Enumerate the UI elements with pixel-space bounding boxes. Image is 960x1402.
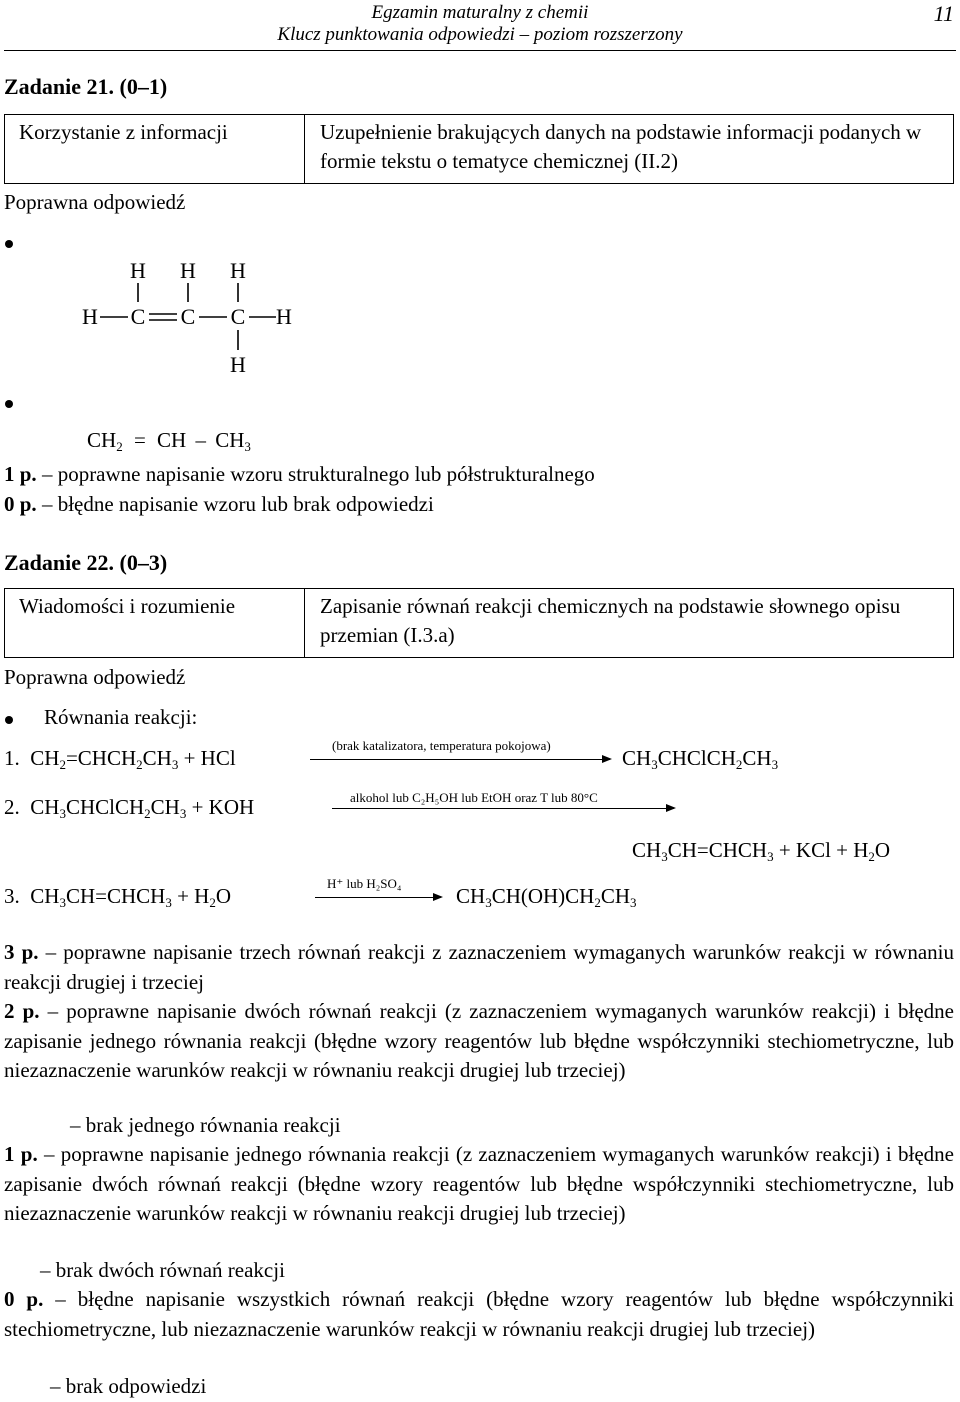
task22-score-0-extra: – brak odpowiedzi [50,1374,207,1398]
atom-h: H [180,258,196,283]
task22-score-1-extra: – brak dwóch równań reakcji [40,1258,285,1282]
header-line-1: Egzamin maturalny z chemii [371,2,589,23]
task22-skill: Wiadomości i rozumienie [19,594,236,618]
task21-score-1: 1 p. – poprawne napisanie wzoru strukturalnego lub półstrukturalnego [4,462,595,486]
task21-title: Zadanie 21. (0–1) [4,74,168,99]
atom-h: H [276,304,292,329]
reaction-1-conditions: (brak katalizatora, temperatura pokojowa) [332,738,551,753]
task21-box [4,114,954,184]
reaction-2-product: $CH_3CH=CHCH_3$ + KCl + $H_2O$ [632,838,891,864]
atom-h: H [82,304,98,329]
task22-score-3: 3 p. – poprawne napisanie trzech równań reakcji z zaznaczeniem wymaganych warunków reakcji w równaniu reakcji drugiej i trzeciej [4,940,955,994]
bullet-icon [5,716,13,724]
header-rule [4,50,956,51]
task21-score-0: 0 p. – błędne napisanie wzoru lub brak odpowiedzi [4,492,434,516]
reaction-2-arrow [332,808,674,809]
atom-c: C [130,304,146,329]
reaction-3-reactants: 3. $CH_3CH=CHCH_3 + H_2O$ [4,884,231,910]
reaction-3-conditions: H⁺ lub H₂SO₄ [327,876,402,891]
reactions-label: Równania reakcji: [44,705,198,729]
atom-h: H [230,258,246,283]
task22-correct-label: Poprawna odpowiedź [4,665,186,689]
task21-correct-label: Poprawna odpowiedź [4,190,186,214]
task22-box-divider [304,589,305,657]
task21-box-divider [304,115,305,183]
page-number: 11 [933,1,954,26]
semistructural-formula: $CH_2$ = CH – $CH_3$ [87,428,251,454]
task21-requirement: Uzupełnienie brakujących danych na podstawie informacji podanych w formie tekstu o tematyce chemicznej (II.2) [320,120,922,173]
atom-h: H [230,352,246,377]
bond-lines [0,255,320,380]
task22-box [4,588,954,658]
task22-score-2: 2 p. – poprawne napisanie dwóch równań reakcji (z zaznaczeniem wymaganych warunków reakcji) i błędne zapisanie jednego równania reakcji (błędne wzory reagentów lub błędne współczynniki stechiometryczne, lub niezaznaczenie warunków reakcji w równaniu reakcji drugiej lub trzeciej) [4,999,955,1082]
atom-h: H [130,258,146,283]
reaction-1-reactants: 1. $CH_2=CHCH_2CH_3$ + HCl [4,746,236,772]
reaction-1-arrow [310,759,610,760]
bullet-icon [5,240,13,248]
task22-title: Zadanie 22. (0–3) [4,550,168,575]
reaction-2-conditions: alkohol lub C₂H₅OH lub EtOH oraz T lub 80°C [350,790,598,805]
task22-score-2-extra: – brak jednego równania reakcji [70,1113,341,1137]
page-header [230,2,730,46]
task22-score-0: 0 p. – błędne napisanie wszystkich równań reakcji (błędne wzory reagentów lub błędne współczynniki stechiometryczne, lub niezaznaczenie warunków reakcji w równaniu reakcji drugiej lub trzeciej) [4,1287,954,1341]
structural-formula [0,255,320,380]
task22-score-1: 1 p. – poprawne napisanie jednego równania reakcji (z zaznaczeniem wymaganych warunków reakcji) i błędne zapisanie dwóch równań reakcji (błędne wzory reagentów lub błędne współczynniki stechiometryczne, lub niezaznaczenie warunków reakcji w równaniu reakcji drugiej lub trzeciej) [4,1142,954,1225]
reaction-1-product: $CH_3CHClCH_2CH_3$ [622,746,779,772]
header-line-2: Klucz punktowania odpowiedzi – poziom rozszerzony [277,24,683,45]
atom-c: C [180,304,196,329]
task22-requirement: Zapisanie równań reakcji chemicznych na podstawie słownego opisu przemian (I.3.a) [320,594,901,647]
reaction-3-product: $CH_3CH(OH)CH_2CH_3$ [456,884,637,910]
reaction-3-arrow [315,897,441,898]
task21-skill: Korzystanie z informacji [19,120,228,144]
bullet-icon [5,400,13,408]
atom-c: C [230,304,246,329]
reaction-2-reactants: 2. $CH_3CHClCH_2CH_3$ + KOH [4,795,255,821]
